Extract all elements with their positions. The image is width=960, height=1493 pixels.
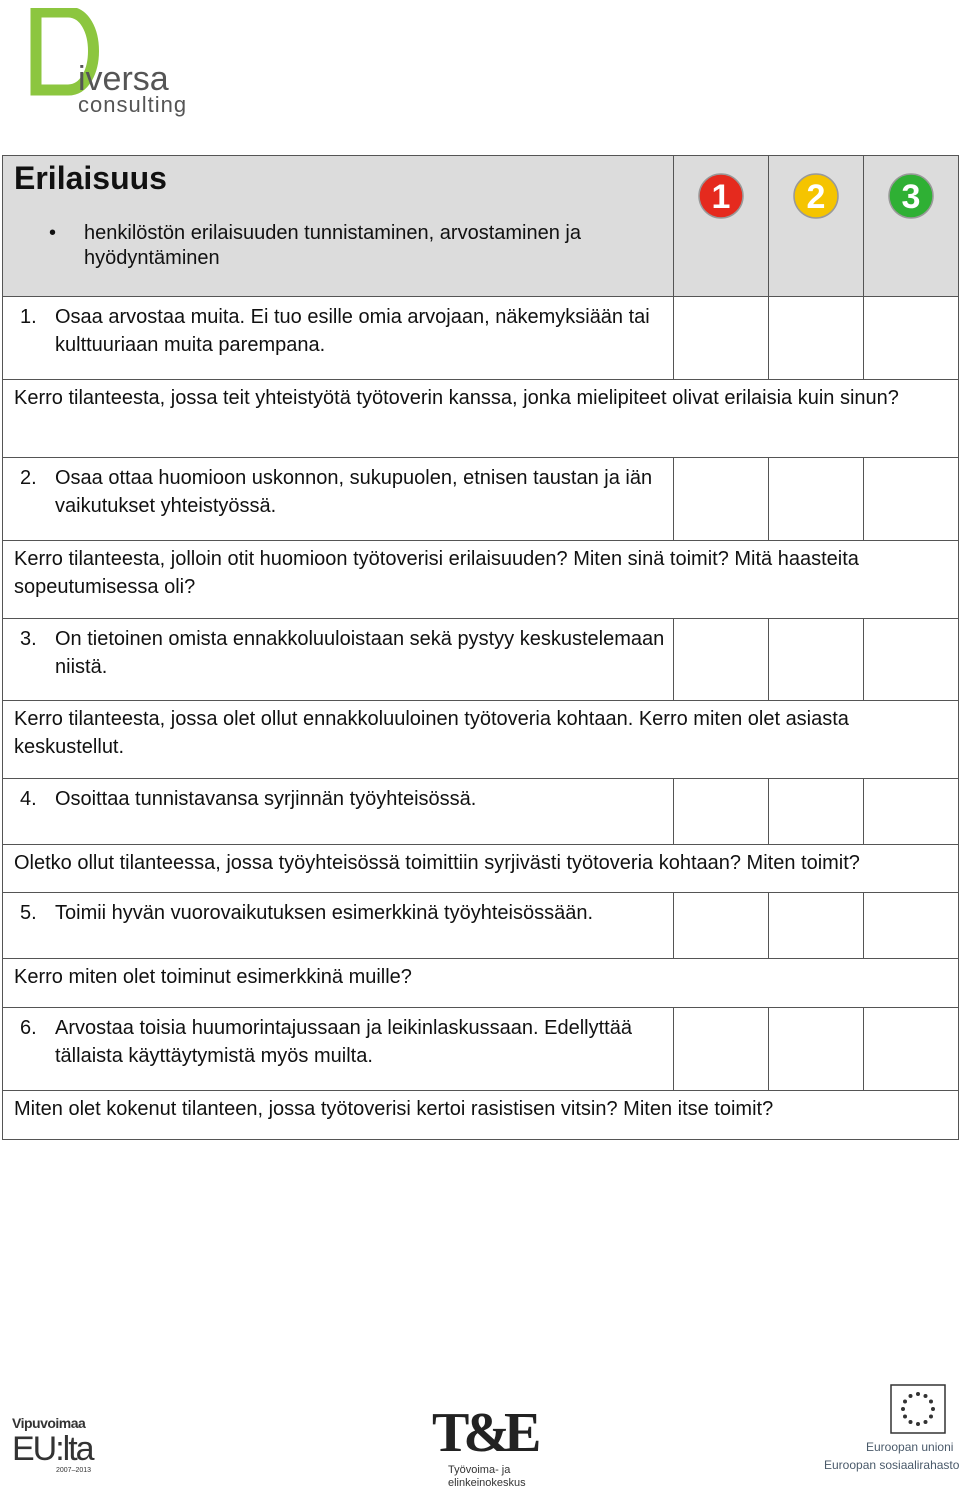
item-text: On tietoinen omista ennakkoluuloistaan sekä pystyy keskustelemaan niistä. (55, 628, 665, 678)
eu-star (924, 1394, 928, 1398)
rating-box-1[interactable] (674, 619, 769, 701)
eu-star (916, 1392, 920, 1396)
question-text: Kerro miten olet toiminut esimerkkinä muille? (14, 966, 412, 988)
bullet-text: henkilöstön erilaisuuden tunnistaminen, arvostaminen ja hyödyntäminen (84, 222, 581, 269)
item-cell (3, 619, 674, 701)
item-number: 4. (20, 788, 37, 810)
eu-star (903, 1400, 907, 1404)
vipu-years-text: 2007–2013 (56, 1467, 92, 1474)
question-row (3, 1091, 959, 1140)
item-row (3, 779, 959, 845)
item-row (3, 458, 959, 541)
item-number: 2. (20, 467, 37, 489)
item-cell (3, 779, 674, 845)
svg-text:3: 3 (901, 178, 921, 216)
eu-star (929, 1415, 933, 1419)
item-text: Osaa ottaa huomioon uskonnon, sukupuolen, etnisen taustan ja iän vaikutukset yhteistyössä. (55, 467, 653, 517)
rating-box-3[interactable] (864, 619, 959, 701)
te-keskus-logo (432, 1402, 536, 1493)
item-number: 5. (20, 902, 37, 924)
question-row (3, 959, 959, 1008)
eu-star (903, 1415, 907, 1419)
rating-box-2[interactable] (769, 619, 864, 701)
eu-flag-icon (890, 1384, 946, 1434)
rating-box-3[interactable] (864, 893, 959, 959)
svg-text:1: 1 (711, 178, 731, 216)
rating-box-2[interactable] (769, 297, 864, 380)
question-text: Kerro tilanteesta, jossa teit yhteistyötä työtoverin kanssa, jonka mielipiteet olivat erilaisia kuin sinun? (14, 387, 899, 409)
rating-box-1[interactable] (674, 458, 769, 541)
eu-line1: Euroopan unioni (866, 1440, 954, 1454)
section-bullet (3, 221, 673, 271)
level-2-icon (792, 170, 840, 222)
question-text: Oletko ollut tilanteessa, jossa työyhteisössä toimittiin syrjivästi työtoveria kohtaan? Miten toimit? (14, 852, 860, 874)
item-text: Osaa arvostaa muita. Ei tuo esille omia arvojaan, näkemyksiään tai kulttuuriaan muita parempana. (55, 306, 650, 356)
te-line1: Työvoima- ja (448, 1464, 511, 1476)
eu-star (909, 1420, 913, 1424)
te-line2: elinkeinokeskus (448, 1477, 526, 1489)
header-row (3, 156, 959, 297)
item-text: Osoittaa tunnistavansa syrjinnän työyhteisössä. (55, 788, 477, 810)
question-text: Miten olet kokenut tilanteen, jossa työtoverisi kertoi rasistisen vitsin? Miten itse toimit? (14, 1098, 774, 1120)
item-cell (3, 458, 674, 541)
rating-box-2[interactable] (769, 779, 864, 845)
rating-box-2[interactable] (769, 893, 864, 959)
item-number: 1. (20, 306, 37, 328)
item-number: 6. (20, 1017, 37, 1039)
question-cell (3, 959, 959, 1008)
svg-text:2: 2 (806, 178, 826, 216)
rating-box-1[interactable] (674, 779, 769, 845)
diversa-consulting-logo (30, 8, 220, 126)
item-cell (3, 297, 674, 380)
question-cell (3, 701, 959, 779)
eu-logo (818, 1382, 960, 1482)
question-cell (3, 1091, 959, 1140)
eu-star (931, 1407, 935, 1411)
rating-box-1[interactable] (674, 893, 769, 959)
rating-box-3[interactable] (864, 458, 959, 541)
item-text: Arvostaa toisia huumorintajussaan ja leikinlaskussaan. Edellyttää tällaista käyttäytymistä myös muilta. (55, 1017, 632, 1067)
question-row (3, 701, 959, 779)
item-row (3, 893, 959, 959)
level-1-icon (697, 170, 745, 222)
eu-line2: Euroopan sosiaalirahasto (824, 1458, 960, 1472)
rating-box-3[interactable] (864, 1008, 959, 1091)
eu-star (909, 1394, 913, 1398)
logo-sub: consulting (78, 92, 188, 117)
rating-box-2[interactable] (769, 458, 864, 541)
eu-star (924, 1420, 928, 1424)
question-row (3, 541, 959, 619)
item-text: Toimii hyvän vuorovaikutuksen esimerkkinä työyhteisössään. (55, 902, 594, 924)
rating-box-3[interactable] (864, 297, 959, 380)
question-cell (3, 380, 959, 458)
eu-star (901, 1407, 905, 1411)
assessment-table (2, 155, 959, 1140)
eu-star (929, 1400, 933, 1404)
eu-star (916, 1422, 920, 1426)
question-text: Kerro tilanteesta, jolloin otit huomioon työtoverisi erilaisuuden? Miten sinä toimit? Mitä haasteita sopeutumisessa oli? (14, 548, 859, 598)
vipuvoimaa-logo (12, 1415, 92, 1491)
question-cell (3, 541, 959, 619)
rating-box-2[interactable] (769, 1008, 864, 1091)
question-row (3, 845, 959, 893)
question-text: Kerro tilanteesta, jossa olet ollut ennakkoluuloinen työtoveria kohtaan. Kerro miten olet asiasta keskustellut. (14, 708, 849, 758)
item-number: 3. (20, 628, 37, 650)
bullet-dot-icon: • (49, 222, 57, 244)
level-3-header (864, 156, 959, 297)
section-title: Erilaisuus (14, 160, 167, 196)
logo-word: iversa (78, 60, 169, 98)
level-2-header (769, 156, 864, 297)
rating-box-1[interactable] (674, 1008, 769, 1091)
question-cell (3, 845, 959, 893)
item-cell (3, 1008, 674, 1091)
vipu-top-text: Vipuvoimaa (12, 1415, 86, 1431)
te-mark: T&E (432, 1402, 536, 1464)
item-row (3, 619, 959, 701)
rating-box-3[interactable] (864, 779, 959, 845)
rating-box-1[interactable] (674, 297, 769, 380)
item-cell (3, 893, 674, 959)
item-row (3, 1008, 959, 1091)
item-row (3, 297, 959, 380)
level-3-icon (887, 170, 935, 222)
question-row (3, 380, 959, 458)
level-1-header (674, 156, 769, 297)
header-cell (3, 156, 674, 297)
vipu-main-text: EU:lta (12, 1430, 93, 1468)
